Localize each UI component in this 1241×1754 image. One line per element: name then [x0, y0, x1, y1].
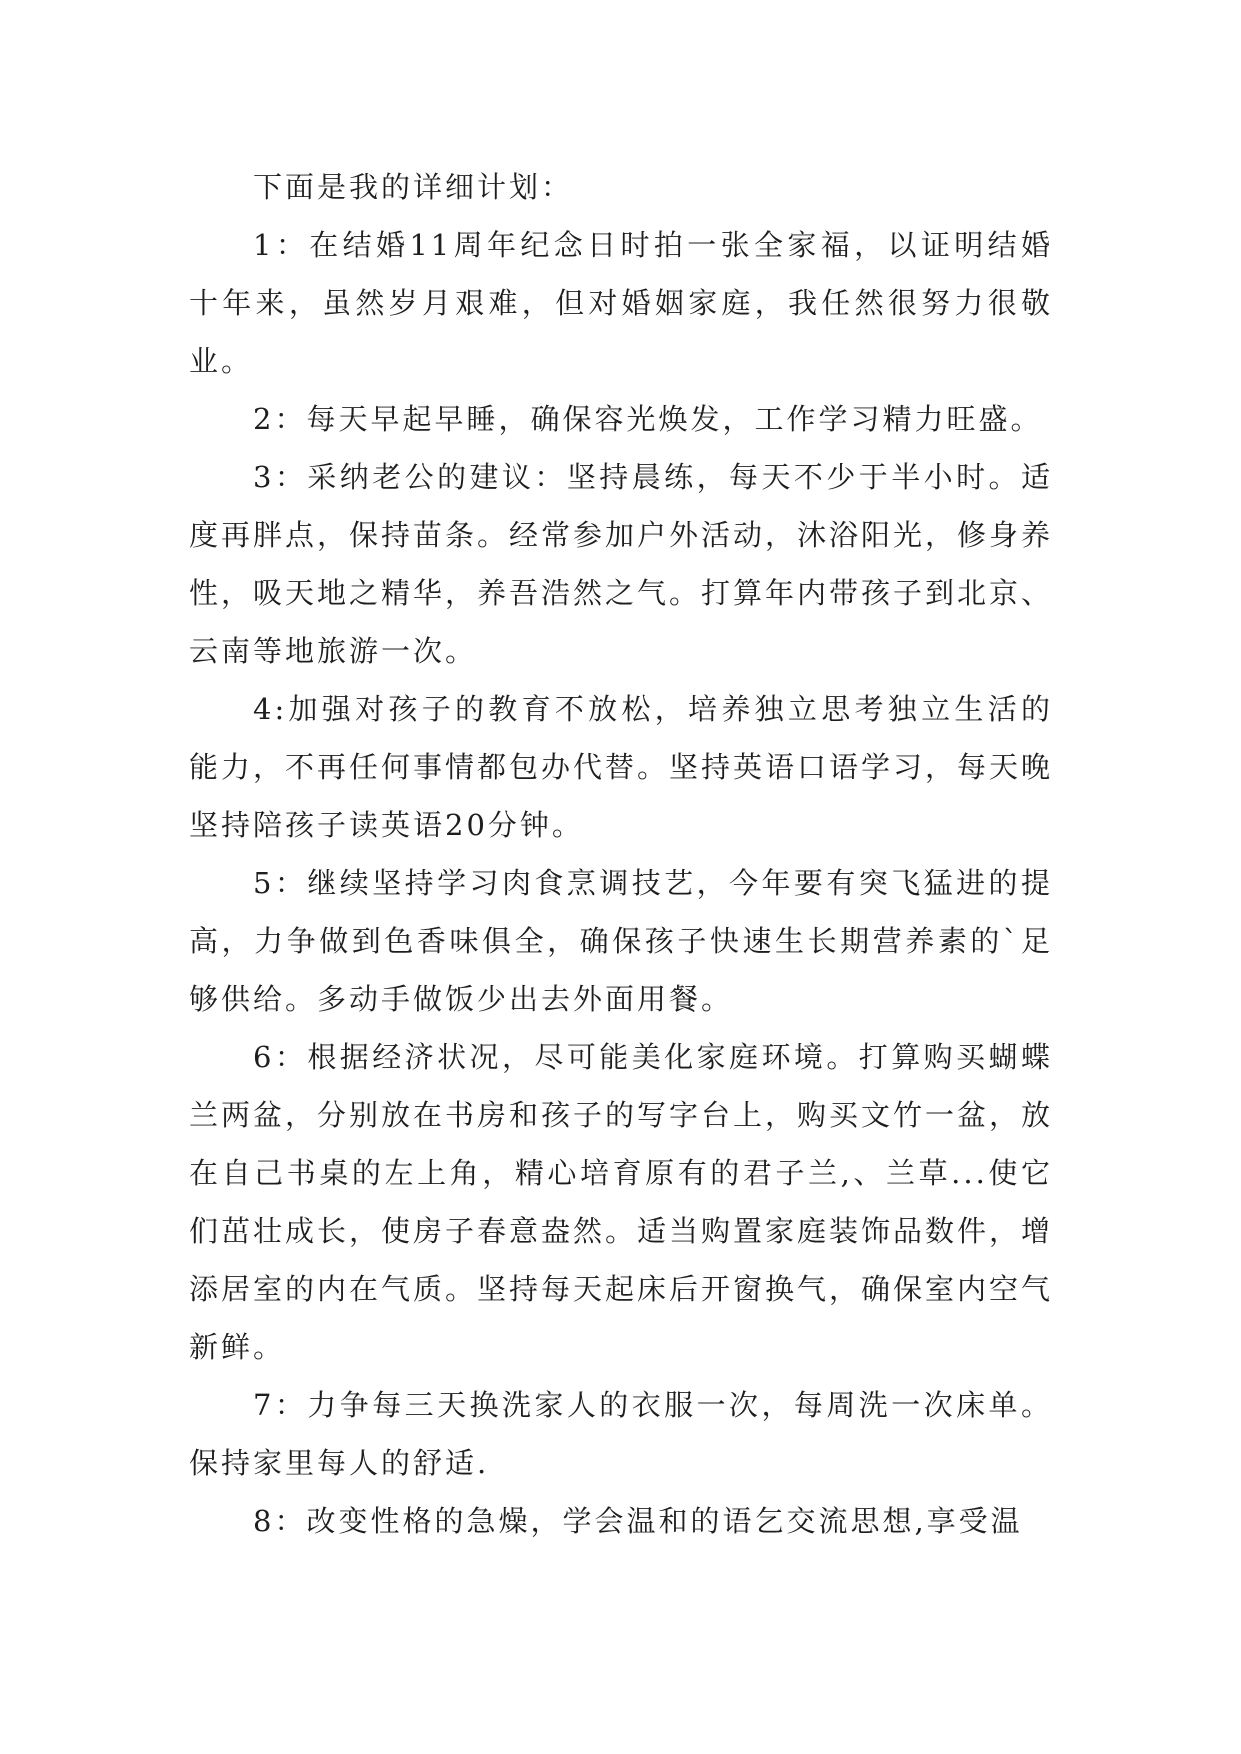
paragraph-item-5: 5：继续坚持学习肉食烹调技艺，今年要有突飞猛进的提高，力争做到色香味俱全，确保孩子快速生长期营养素的`足够供给。多动手做饭少出去外面用餐。	[189, 866, 1053, 1016]
paragraph-item-3: 3：采纳老公的建议：坚持晨练，每天不少于半小时。适度再胖点，保持苗条。经常参加户外活动，沐浴阳光，修身养性，吸天地之精华，养吾浩然之气。打算年内带孩子到北京、云南等地旅游一次。	[189, 460, 1054, 668]
paragraph-item-2: 2：每天早起早睡，确保容光焕发，工作学习精力旺盛。	[253, 402, 1043, 436]
paragraph-intro: 下面是我的详细计划：	[253, 170, 574, 204]
paragraph-item-8: 8：改变性格的急燥，学会温和的语乞交流思想,享受温	[253, 1504, 1023, 1538]
paragraph-item-7: 7：力争每三天换洗家人的衣服一次，每周洗一次床单。保持家里每人的舒适.	[189, 1388, 1053, 1480]
paragraph-item-4: 4:加强对孩子的教育不放松，培养独立思考独立生活的能力，不再任何事情都包办代替。坚持英语口语学习，每天晚坚持陪孩子读英语20分钟。	[189, 692, 1054, 842]
paragraph-item-6: 6：根据经济状况，尽可能美化家庭环境。打算购买蝴蝶兰两盆，分别放在书房和孩子的写字台上，购买文竹一盆，放在自己书桌的左上角，精心培育原有的君子兰,、兰草...使它们茁壮成长，使房子春意盎然。适当购置家庭装饰品数件，增添居室的内在气质。坚持每天起床后开窗换气，确保室内空气新鲜。	[189, 1040, 1054, 1364]
document-body	[189, 158, 1053, 1550]
paragraph-item-1: 1：在结婚11周年纪念日时拍一张全家福，以证明结婚十年来，虽然岁月艰难，但对婚姻家庭，我任然很努力很敬业。	[189, 228, 1053, 378]
